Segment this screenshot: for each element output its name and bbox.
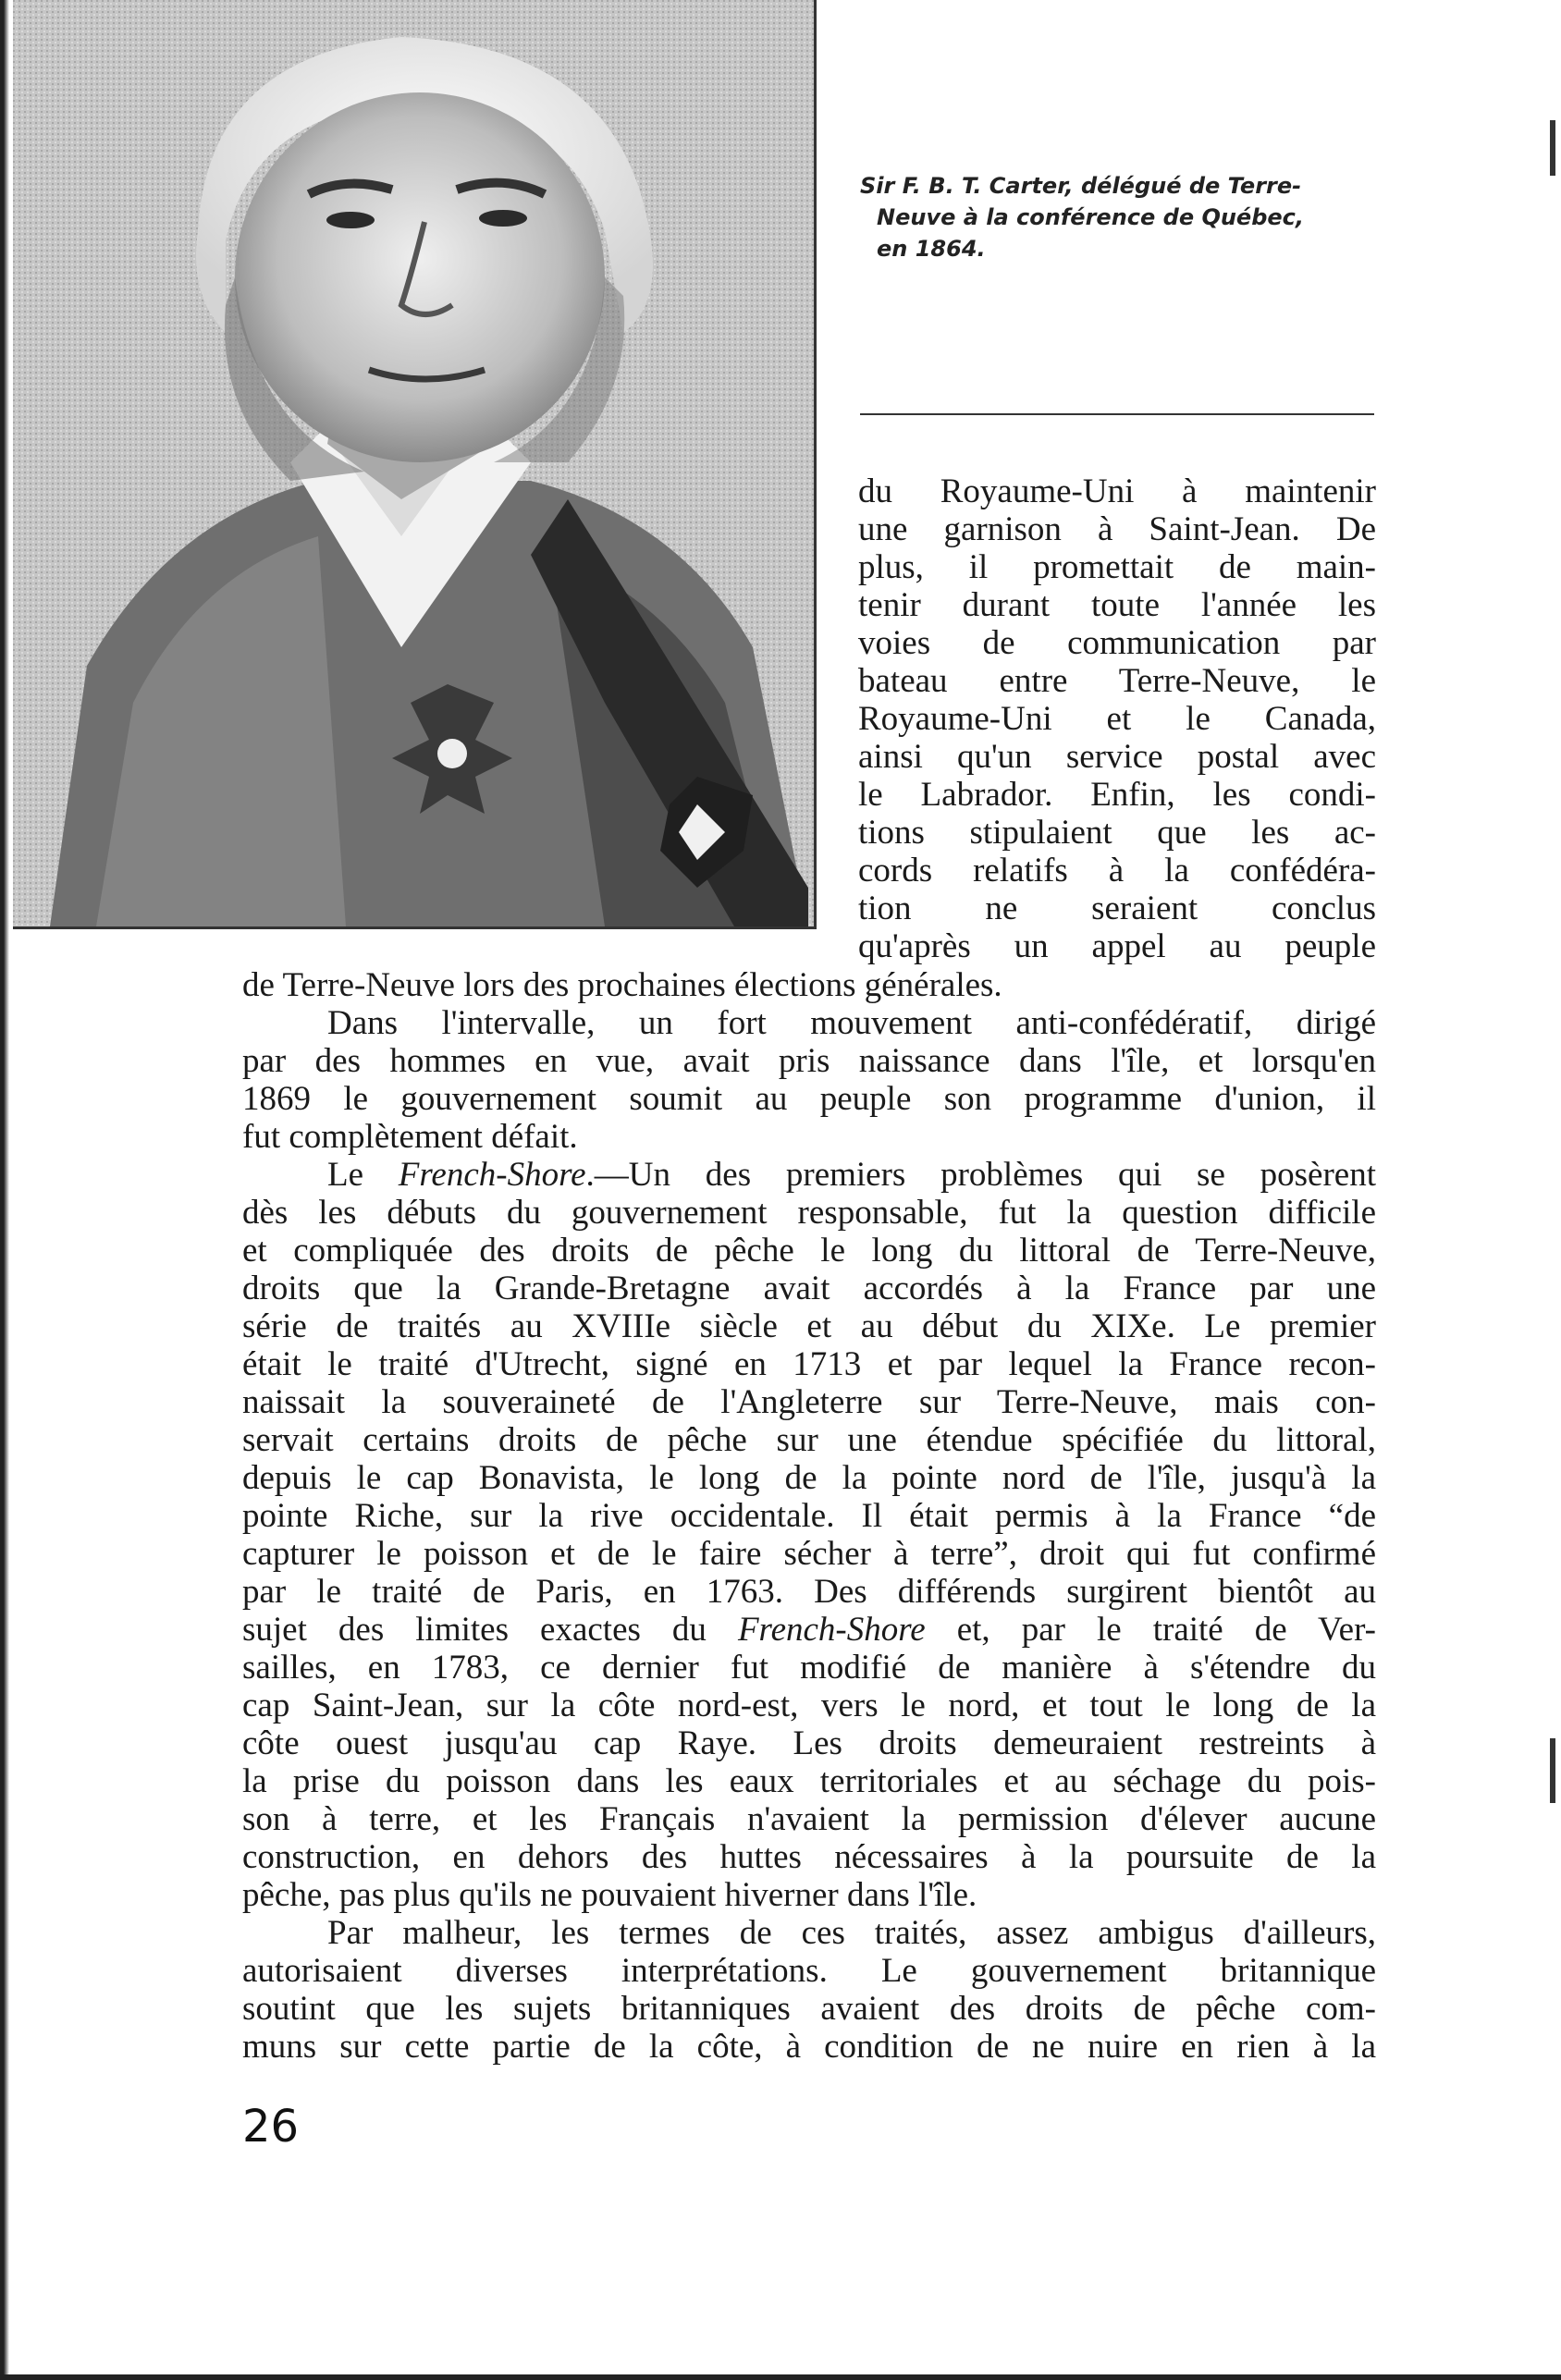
text-line: [242, 1611, 1376, 1649]
text-line: et compliquée des droits de pêche le long du littoral de Terre-Neuve,: [242, 1232, 1376, 1270]
text-line: voies de communication par: [858, 624, 1376, 662]
text-line: sailles, en 1783, ce dernier fut modifié de manière à s'étendre du: [242, 1649, 1376, 1687]
text-line: Dans l'intervalle, un fort mouvement anti-confédératif, dirigé: [327, 1004, 1376, 1042]
text-line: pointe Riche, sur la rive occidentale. Il était permis à la France “de: [242, 1497, 1376, 1535]
text-line: série de traités au XVIIIe siècle et au début du XIXe. Le premier: [242, 1307, 1376, 1345]
page-number: 26: [242, 2101, 300, 2153]
text-line: dès les débuts du gouvernement responsable, fut la question difficile: [242, 1194, 1376, 1232]
text-line: naissait la souveraineté de l'Angleterre sur Terre-Neuve, mais con-: [242, 1383, 1376, 1421]
body-text: [242, 966, 1376, 2066]
text-line: muns sur cette partie de la côte, à condition de ne nuire en rien à la: [242, 2028, 1376, 2066]
text-line: tion ne seraient conclus: [858, 889, 1376, 927]
text-line: [242, 1156, 1376, 1194]
text-line: son à terre, et les Français n'avaient la permission d'élever aucune: [242, 1800, 1376, 1838]
portrait-photo: [13, 0, 817, 929]
text-line: Royaume-Uni et le Canada,: [858, 700, 1376, 738]
text-line: cords relatifs à la confédéra-: [858, 852, 1376, 889]
text-line: 1869 le gouvernement soumit au peuple son programme d'union, il: [242, 1080, 1376, 1118]
portrait-caption: [860, 170, 1378, 264]
text-line: tions stipulaient que les ac-: [858, 814, 1376, 852]
text-line: plus, il promettait de main-: [858, 548, 1376, 586]
text-line: par des hommes en vue, avait pris naissance dans l'île, et lorsqu'en: [242, 1042, 1376, 1080]
caption-line: Neuve à la conférence de Québec,: [877, 204, 1305, 230]
caption-line: en 1864.: [877, 236, 986, 262]
french-shore-term: French-Shore: [398, 1156, 586, 1194]
text-line: par le traité de Paris, en 1763. Des différends surgirent bientôt au: [242, 1573, 1376, 1611]
scan-margin-mark: [1550, 1738, 1555, 1803]
side-column-text: [858, 472, 1376, 965]
text-run: et, par le traité de Ver-: [925, 1611, 1376, 1649]
text-run: Le: [327, 1156, 399, 1194]
text-line: servait certains droits de pêche sur une étendue spécifiée du littoral,: [242, 1421, 1376, 1459]
text-line: depuis le cap Bonavista, le long de la pointe nord de l'île, jusqu'à la: [242, 1459, 1376, 1497]
caption-line: Sir F. B. T. Carter, délégué de Terre-: [860, 173, 1302, 199]
text-line: le Labrador. Enfin, les condi-: [858, 776, 1376, 814]
text-line: cap Saint-Jean, sur la côte nord-est, vers le nord, et tout le long de la: [242, 1687, 1376, 1724]
text-line: Par malheur, les termes de ces traités, assez ambigus d'ailleurs,: [327, 1914, 1376, 1952]
text-line: du Royaume-Uni à maintenir: [858, 472, 1376, 510]
french-shore-term: French-Shore: [737, 1611, 926, 1649]
text-line: pêche, pas plus qu'ils ne pouvaient hiverner dans l'île.: [242, 1876, 977, 1914]
text-line: soutint que les sujets britanniques avaient des droits de pêche com-: [242, 1990, 1376, 2028]
text-line: ainsi qu'un service postal avec: [858, 738, 1376, 776]
scan-bottom-edge: [0, 2374, 1561, 2380]
text-line: bateau entre Terre-Neuve, le: [858, 662, 1376, 700]
text-line: était le traité d'Utrecht, signé en 1713 et par lequel la France recon-: [242, 1345, 1376, 1383]
text-line: de Terre-Neuve lors des prochaines élections générales.: [242, 966, 1002, 1004]
text-line: une garnison à Saint-Jean. De: [858, 510, 1376, 548]
scan-margin-mark: [1550, 120, 1555, 176]
text-line: la prise du poisson dans les eaux territoriales et au séchage du pois-: [242, 1762, 1376, 1800]
text-line: tenir durant toute l'année les: [858, 586, 1376, 624]
text-line: qu'après un appel au peuple: [858, 927, 1376, 965]
text-run: .—Un des premiers problèmes qui se posèrent: [585, 1156, 1376, 1194]
text-line: fut complètement défait.: [242, 1118, 578, 1156]
text-line: autorisaient diverses interprétations. Le gouvernement britannique: [242, 1952, 1376, 1990]
text-line: capturer le poisson et de le faire sécher à terre”, droit qui fut confirmé: [242, 1535, 1376, 1573]
text-line: droits que la Grande-Bretagne avait accordés à la France par une: [242, 1270, 1376, 1307]
text-run: sujet des limites exactes du: [242, 1611, 738, 1649]
text-line: côte ouest jusqu'au cap Raye. Les droits demeuraient restreints à: [242, 1724, 1376, 1762]
text-line: construction, en dehors des huttes nécessaires à la poursuite de la: [242, 1838, 1376, 1876]
portrait-illustration: [13, 0, 814, 926]
scan-left-edge: [0, 0, 9, 2380]
caption-divider: [860, 413, 1374, 415]
